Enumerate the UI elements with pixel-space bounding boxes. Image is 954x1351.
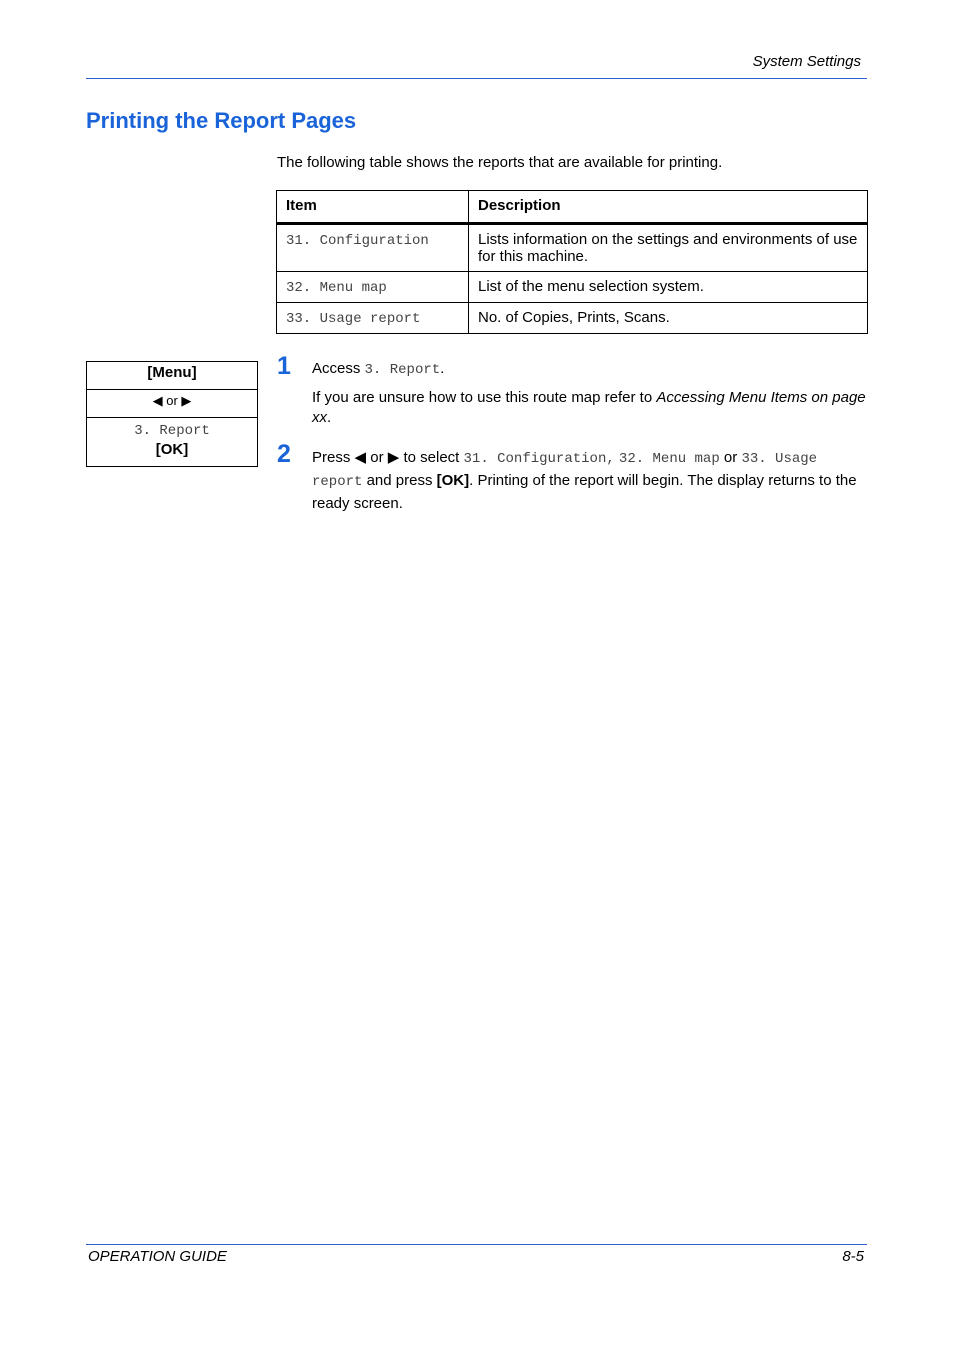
table-header-row: [277, 191, 868, 224]
report-menu-item: 3. Report: [134, 423, 210, 439]
report-item: 33. Usage report: [277, 303, 469, 334]
step-2-text: [312, 447, 868, 515]
arrow-keys-row: [87, 390, 257, 418]
report-item: 31. Configuration: [277, 224, 469, 272]
report-item: 32. Menu map: [277, 272, 469, 303]
step-1-note: [312, 388, 868, 428]
menu-key-label: [Menu]: [87, 362, 257, 390]
column-header-item: Item: [277, 191, 469, 224]
report-description: List of the menu selection system.: [469, 272, 868, 303]
report-description: No. of Copies, Prints, Scans.: [469, 303, 868, 334]
or-label: or: [166, 393, 178, 408]
step-1-access-item: 3. Report: [364, 362, 441, 378]
left-arrow-icon: ◀: [152, 393, 163, 408]
intro-text: The following table shows the reports that are available for printing.: [277, 154, 723, 171]
table-row: [277, 272, 868, 303]
step-2-option-configuration: 31. Configuration,: [463, 451, 615, 467]
step-2-or: or: [370, 449, 384, 466]
column-header-description: Description: [469, 191, 868, 224]
step-2-ok-key: [OK]: [436, 472, 470, 489]
left-arrow-icon: ◀: [354, 449, 367, 466]
footer-rule: [86, 1244, 867, 1245]
header-rule: [86, 78, 867, 79]
step-2-or-2: or: [723, 449, 738, 466]
footer-page-number: 8-5: [842, 1248, 864, 1265]
step-2-to-select: to select: [403, 449, 460, 466]
step-2-press: Press: [312, 449, 351, 466]
table-row: [277, 303, 868, 334]
reports-table: [276, 190, 868, 334]
step-2-option-menu-map: 32. Menu map: [618, 451, 720, 467]
step-1-access-label: Access: [312, 360, 361, 377]
header-section-title: System Settings: [752, 53, 861, 70]
step-1-note-link: Accessing Menu Items on page xx: [312, 389, 866, 426]
report-menu-row: [87, 418, 257, 466]
step-1-text: [312, 359, 868, 380]
table-row: [277, 224, 868, 272]
step-1-access-end: .: [440, 360, 445, 377]
report-description: Lists information on the settings and environments of use for this machine.: [469, 224, 868, 272]
step-1-note-end: .: [327, 409, 332, 426]
step-2-rest: . Printing of the report will begin. The display returns to the ready screen.: [312, 472, 857, 512]
right-arrow-icon: ▶: [181, 393, 192, 408]
route-map-box: [86, 361, 258, 467]
step-2-number: 2: [277, 440, 291, 468]
ok-key-label: [OK]: [155, 441, 189, 458]
step-1-note-prefix: If you are unsure how to use this route map refer to: [312, 389, 653, 406]
step-2-option-usage-report: 33. Usage report: [312, 451, 818, 490]
step-2-and-press: and press: [366, 472, 433, 489]
step-1-number: 1: [277, 352, 291, 380]
right-arrow-icon: ▶: [387, 449, 400, 466]
footer-guide-title: OPERATION GUIDE: [88, 1248, 227, 1265]
page-title: Printing the Report Pages: [86, 108, 357, 133]
